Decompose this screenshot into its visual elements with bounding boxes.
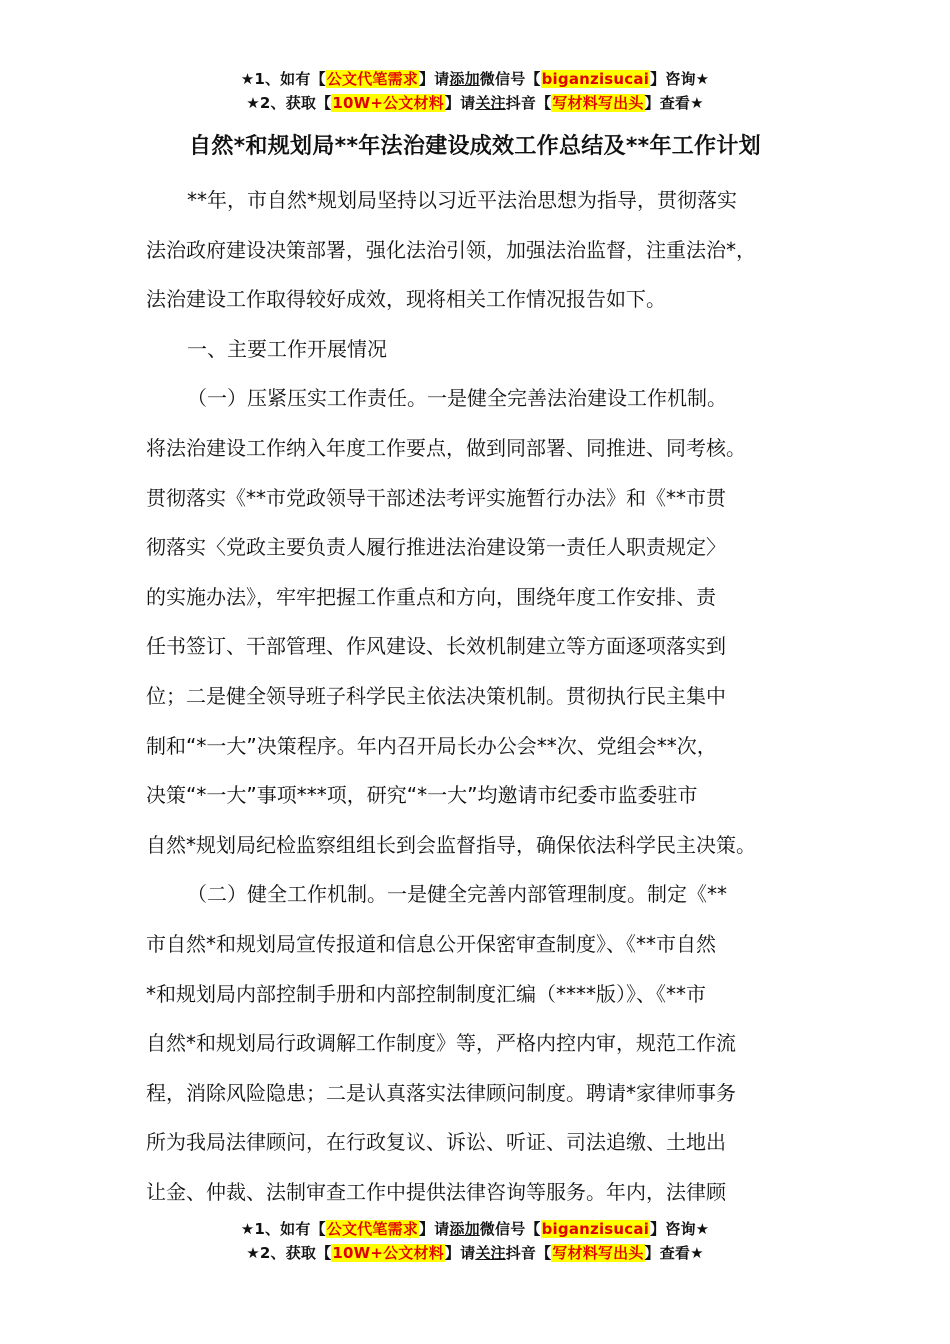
body-line: **年，市自然*规划局坚持以习近平法治思想为指导，贯彻落实 (187, 188, 737, 212)
highlight-douyin: 写材料写出头 (552, 1244, 644, 1262)
body-line: （二）健全工作机制。一是健全完善内部管理制度。制定《** (187, 882, 727, 907)
highlight-service: 公文代笔需求 (326, 1220, 418, 1238)
body-line: 任书签订、干部管理、作风建设、长效机制建立等方面逐项落实到 (146, 634, 726, 659)
banner-line-1: ★1、如有【公文代笔需求】请添加微信号【biganzisucai】咨询★ (240, 70, 710, 88)
highlight-service: 公文代笔需求 (326, 70, 418, 88)
banner-line-1: ★1、如有【公文代笔需求】请添加微信号【biganzisucai】咨询★ (240, 1220, 710, 1238)
body-line: 让金、仲裁、法制审查工作中提供法律咨询等服务。年内，法律顾 (146, 1179, 726, 1204)
body-line: 自然*规划局纪检监察组组长到会监督指导，确保依法科学民主决策。 (146, 832, 756, 857)
body-line: 制和“*一大”决策程序。年内召开局长办公会**次、党组会**次， (146, 733, 717, 758)
bottom-banner (0, 1217, 950, 1265)
body-line: 法治建设工作取得较好成效，现将相关工作情况报告如下。 (146, 287, 666, 312)
body-line: 市自然*和规划局宣传报道和信息公开保密审查制度》、《**市自然 (146, 931, 716, 956)
top-banner (0, 67, 950, 115)
highlight-materials: 10W+公文材料 (332, 94, 444, 112)
body-line: （一）压紧压实工作责任。一是健全完善法治建设工作机制。 (187, 386, 727, 411)
highlight-wechat-id: biganzisucai (541, 1220, 650, 1238)
body-line: 的实施办法》，牢牢把握工作重点和方向，围绕年度工作安排、责 (146, 584, 716, 609)
body-line: 将法治建设工作纳入年度工作要点，做到同部署、同推进、同考核。 (146, 435, 746, 460)
body-line: 所为我局法律顾问，在行政复议、诉讼、听证、司法追缴、土地出 (146, 1130, 726, 1155)
body-line: 程，消除风险隐患；二是认真落实法律顾问制度。聘请*家律师事务 (146, 1080, 736, 1105)
body-line: 彻落实〈党政主要负责人履行推进法治建设第一责任人职责规定〉 (146, 535, 726, 560)
document-body (146, 176, 832, 1217)
body-line: 位；二是健全领导班子科学民主依法决策机制。贯彻执行民主集中 (146, 683, 726, 708)
highlight-materials: 10W+公文材料 (332, 1244, 444, 1262)
document-title: 自然*和规划局**年法治建设成效工作总结及**年工作计划 (189, 134, 761, 159)
highlight-wechat-id: biganzisucai (541, 70, 650, 88)
body-line: 自然*和规划局行政调解工作制度》等，严格内控内审，规范工作流 (146, 1031, 736, 1056)
body-line: 法治政府建设决策部署，强化法治引领，加强法治监督，注重法治*， (146, 237, 756, 262)
body-line: 决策“*一大”事项***项，研究“*一大”均邀请市纪委市监委驻市 (146, 783, 698, 808)
banner-line-2: ★2、获取【10W+公文材料】请关注抖音【写材料写出头】查看★ (246, 94, 704, 112)
section-heading: 一、主要工作开展情况 (187, 336, 387, 361)
body-line: 贯彻落实《**市党政领导干部述法考评实施暂行办法》和《**市贯 (146, 485, 726, 510)
body-line: *和规划局内部控制手册和内部控制制度汇编（****版）》、《**市 (146, 981, 706, 1006)
banner-line-2: ★2、获取【10W+公文材料】请关注抖音【写材料写出头】查看★ (246, 1244, 704, 1262)
highlight-douyin: 写材料写出头 (552, 94, 644, 112)
